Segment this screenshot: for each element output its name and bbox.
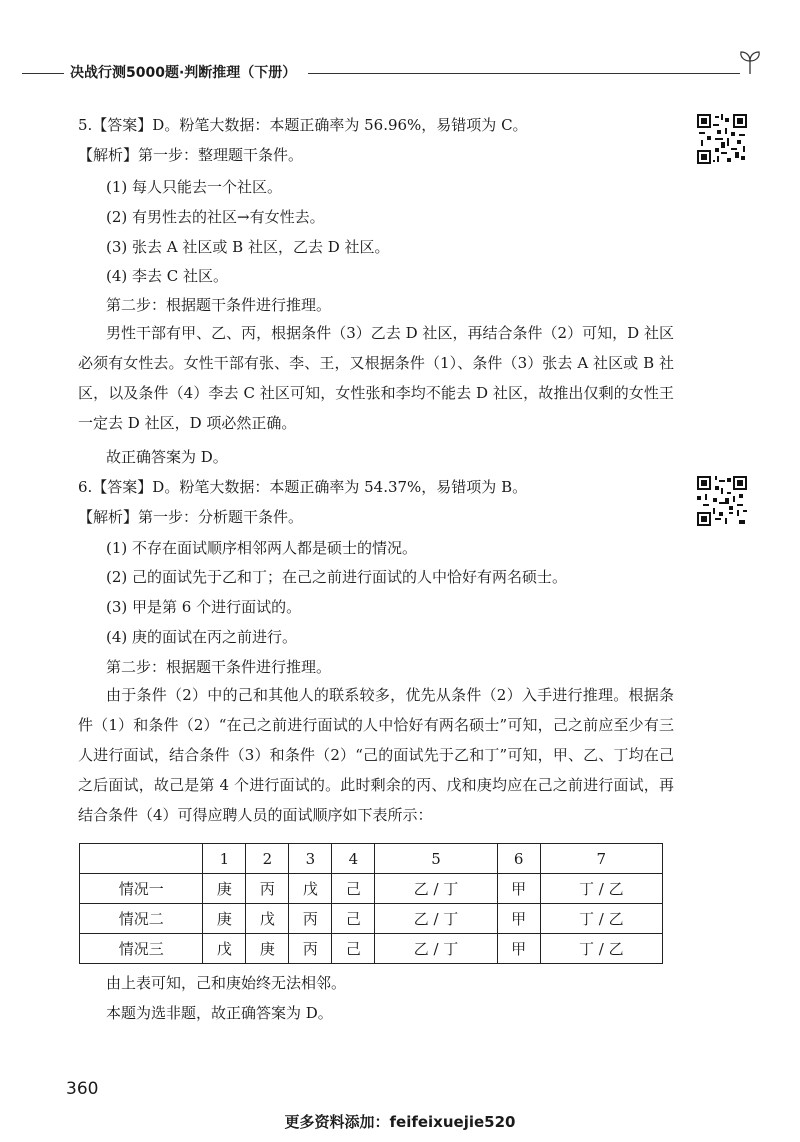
table-cell: 情况二: [80, 904, 203, 934]
table-cell: 丙: [289, 934, 332, 964]
table-cell: 甲: [497, 874, 540, 904]
q6-condition-4: (4) 庚的面试在丙之前进行。: [106, 628, 298, 646]
q6-condition-1: (1) 不存在面试顺序相邻两人都是硕士的情况。: [106, 539, 418, 557]
q5-condition-1: (1) 每人只能去一个社区。: [106, 178, 283, 196]
table-cell: 己: [332, 874, 375, 904]
table-cell: 戊: [203, 934, 246, 964]
table-cell: 甲: [497, 934, 540, 964]
q6-condition-3: (3) 甲是第 6 个进行面试的。: [106, 598, 302, 616]
table-row: [80, 934, 663, 964]
table-cell: 丁 / 乙: [540, 934, 662, 964]
header-rule-left: [22, 73, 64, 74]
table-row: [80, 904, 663, 934]
table-cell: 庚: [203, 904, 246, 934]
table-row: [80, 874, 663, 904]
table-cell: 戊: [246, 904, 289, 934]
table-cell: 3: [289, 844, 332, 874]
table-cell: 戊: [289, 874, 332, 904]
q5-reasoning: 男性干部有甲、乙、丙，根据条件（3）乙去 D 社区，再结合条件（2）可知，D 社区必须有女性去。女性干部有张、李、王，又根据条件（1）、条件（3）张去 A 社区或 B 社区，以及条件（4）李去 C 社区可知，女性张和李均不能去 D 社区，故推出仅剩的女性王一定去 D 社区，D 项必然正确。: [78, 324, 674, 432]
table-cell: 庚: [203, 874, 246, 904]
table-cell: 丙: [289, 904, 332, 934]
q6-condition-2: (2) 己的面试先于乙和丁；在己之前进行面试的人中恰好有两名硕士。: [106, 568, 568, 586]
q6-step2: 第二步：根据题干条件进行推理。: [106, 658, 332, 676]
running-header: [22, 58, 762, 88]
table-cell: 丙: [246, 874, 289, 904]
table-cell: 己: [332, 904, 375, 934]
table-cell: 情况一: [80, 874, 203, 904]
header-rule-right: [308, 73, 740, 74]
table-header-row: [80, 844, 663, 874]
q5-condition-3: (3) 张去 A 社区或 B 社区，乙去 D 社区。: [106, 238, 390, 256]
q6-analysis-label: 【解析】第一步：分析题干条件。: [78, 508, 304, 526]
table-cell: 丁 / 乙: [540, 874, 662, 904]
q5-conclusion: 故正确答案为 D。: [106, 448, 228, 466]
q6-reasoning: 由于条件（2）中的己和其他人的联系较多，优先从条件（2）入手进行推理。根据条件（1）和条件（2）“在己之前进行面试的人中恰好有两名硕士”可知，己之前应至少有三人进行面试，结合条件（3）和条件（2）“己的面试先于乙和丁”可知，甲、乙、丁均在己之后面试，故己是第 4 个进行面试的。此时剩余的丙、戊和庚均应在己之前进行面试，再结合条件（4）可得应聘人员的面试顺序如下表所示：: [78, 686, 674, 824]
page-number: 360: [66, 1079, 99, 1099]
q5-condition-4: (4) 李去 C 社区。: [106, 267, 229, 285]
q5-step2: 第二步：根据题干条件进行推理。: [106, 296, 332, 314]
q6-after-table: 由上表可知，己和庚始终无法相邻。: [106, 974, 347, 992]
q5-condition-2: (2) 有男性去的社区→有女性去。: [106, 208, 325, 226]
table-cell: 庚: [246, 934, 289, 964]
table-cell: 2: [246, 844, 289, 874]
table-cell: 乙 / 丁: [375, 904, 497, 934]
table-cell: 6: [497, 844, 540, 874]
q6-conclusion: 本题为选非题，故正确答案为 D。: [106, 1004, 333, 1022]
book-title: 决战行测5000题·判断推理（下册）: [70, 65, 297, 81]
qr-code-icon[interactable]: [697, 476, 747, 526]
table-cell: 情况三: [80, 934, 203, 964]
q5-analysis-label: 【解析】第一步：整理题干条件。: [78, 146, 304, 164]
table-cell: 4: [332, 844, 375, 874]
footer-note: 更多资料添加：feifeixuejie520: [284, 1113, 516, 1131]
table-cell: 丁 / 乙: [540, 904, 662, 934]
q6-answer-line: 6.【答案】D。粉笔大数据：本题正确率为 54.37%，易错项为 B。: [78, 478, 528, 496]
table-cell: 7: [540, 844, 662, 874]
q5-answer-line: 5.【答案】D。粉笔大数据：本题正确率为 56.96%，易错项为 C。: [78, 116, 528, 134]
table-cell: 甲: [497, 904, 540, 934]
table-cell: 己: [332, 934, 375, 964]
leaf-sprout-icon: [738, 50, 762, 76]
table-cell: 5: [375, 844, 497, 874]
table-cell: 1: [203, 844, 246, 874]
table-cell: [80, 844, 203, 874]
table-cell: 乙 / 丁: [375, 934, 497, 964]
table-cell: 乙 / 丁: [375, 874, 497, 904]
qr-code-icon[interactable]: [697, 114, 747, 164]
interview-order-table: [79, 843, 663, 964]
